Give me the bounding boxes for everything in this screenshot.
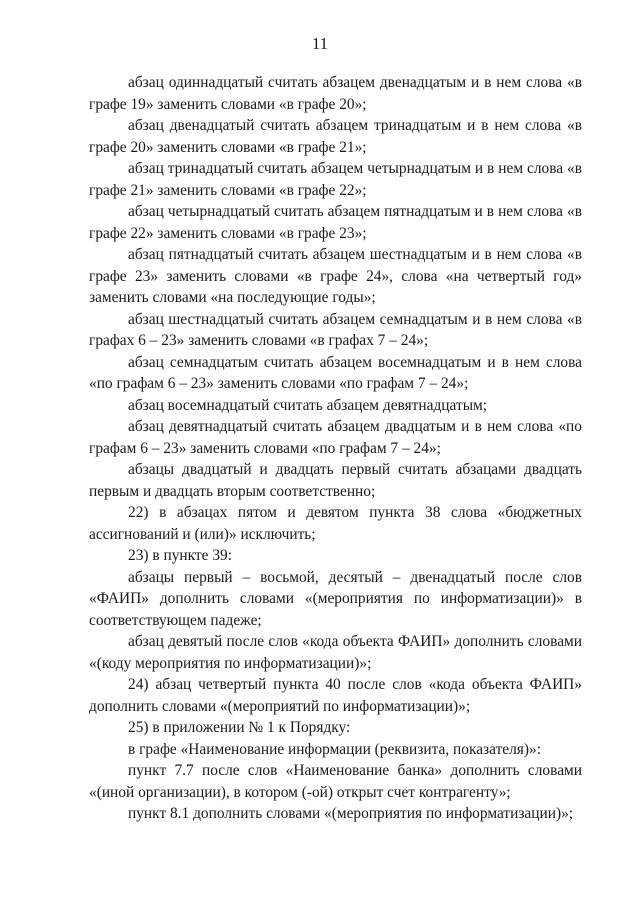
page-number: 11 [311,34,329,53]
paragraph-8: абзац восемнадцатый считать абзацем девятнадцатым; [128,396,488,414]
paragraph-18: пункт 7.7 после слов «Наименование банка» дополнить словами «(иной организации), в котором (-ой) открыт счет контрагенту»; [89,762,582,801]
paragraph-16: 25) в приложении № 1 к Порядку: [128,719,351,736]
paragraph-12: 23) в пункте 39: [128,547,232,564]
paragraph-17: в графе «Наименование информации (реквизита, показателя)»: [128,740,541,758]
paragraph-19: пункт 8.1 дополнить словами «(мероприятия по информатизации)»; [128,805,574,822]
paragraph-5: абзац пятнадцатый считать абзацем шестнадцатым и в нем слова «в графе 23» заменить словами «в графе 24», слова «на четвертый год» заменить словами «на последующие годы»; [89,246,582,306]
paragraph-2: абзац двенадцатый считать абзацем тринадцатым и в нем слова «в графе 20» заменить словами «в графе 21»; [89,117,582,156]
paragraph-4: абзац четырнадцатый считать абзацем пятнадцатым и в нем слова «в графе 22» заменить словами «в графе 23»; [89,203,582,242]
paragraph-6: абзац шестнадцатый считать абзацем семнадцатым и в нем слова «в графах 6 – 23» заменить словами «в графах 7 – 24»; [89,310,582,349]
paragraph-1: абзац одиннадцатый считать абзацем двенадцатым и в нем слова «в графе 19» заменить словами «в графе 20»; [89,74,582,113]
paragraph-15: 24) абзац четвертый пункта 40 после слов «кода объекта ФАИП» дополнить словами «(мероприятий по информатизации)»; [89,676,582,715]
document-body [89,72,582,825]
paragraph-11: 22) в абзацах пятом и девятом пункта 38 слова «бюджетных ассигнований и (или)» исключить; [89,504,582,543]
paragraph-13: абзацы первый – восьмой, десятый – двенадцатый после слов «ФАИП» дополнить словами «(мероприятия по информатизации)» в соответствующем падеже; [89,568,582,629]
paragraph-10: абзацы двадцатый и двадцать первый считать абзацами двадцать первым и двадцать вторым соответственно; [89,461,582,500]
paragraph-7: абзац семнадцатым считать абзацем восемнадцатым и в нем слова «по графам 6 – 23» заменить словами «по графам 7 – 24»; [89,353,582,392]
paragraph-9: абзац девятнадцатый считать абзацем двадцатым и в нем слова «по графам 6 – 23» заменить словами «по графам 7 – 24»; [89,418,582,457]
paragraph-3: абзац тринадцатый считать абзацем четырнадцатым и в нем слова «в графе 21» заменить словами «в графе 22»; [89,160,582,199]
paragraph-14: абзац девятый после слов «кода объекта ФАИП» дополнить словами «(коду мероприятия по информатизации)»; [89,633,582,672]
